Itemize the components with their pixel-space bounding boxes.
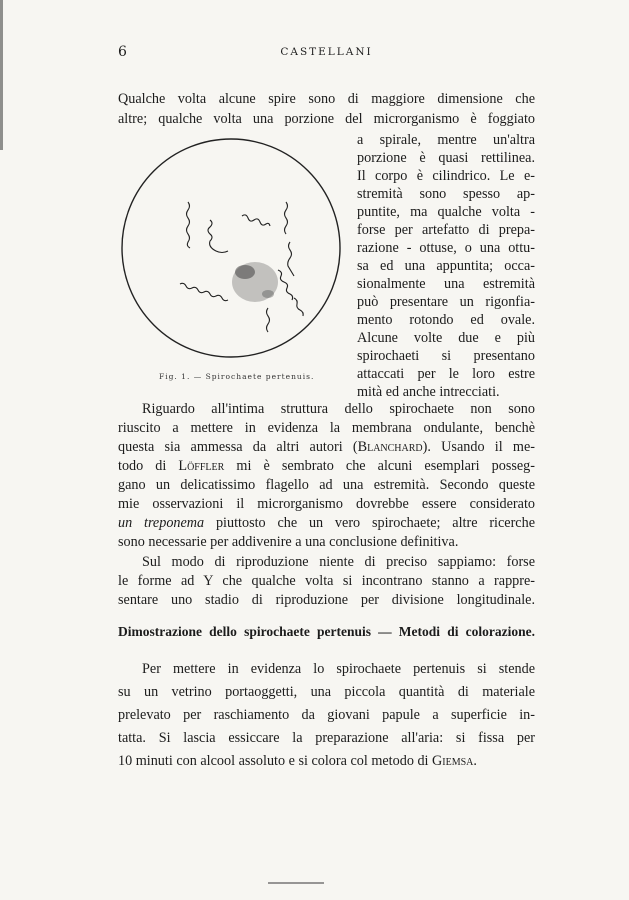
text-line: le forme ad Y che qualche volta si incontrano stanno a rappre-: [118, 573, 535, 589]
author-name: Löffler: [178, 458, 225, 474]
text-span: piuttosto che un vero spirochaete; altre ricerche: [204, 515, 535, 531]
text-line: [118, 752, 535, 770]
page-number: 6: [118, 44, 127, 60]
text-line: mento rotondo ed ovale.: [357, 312, 535, 328]
text-line: sionalmente una estremità: [357, 276, 535, 292]
text-span: .: [473, 753, 477, 769]
text-line: Qualche volta alcune spire sono di maggiore dimensione che: [118, 91, 535, 107]
text-line: attaccati per le loro estre: [357, 366, 535, 382]
text-line: a spirale, mentre un'altra: [357, 132, 535, 148]
text-span: todo di: [118, 458, 179, 474]
spirochaete-micrograph-illustration: [118, 132, 344, 364]
text-line: porzione è quasi rettilinea.: [357, 150, 535, 166]
text-line: Alcune volte due e più: [357, 330, 535, 346]
text-line: mie osservazioni il microrganismo dovrebbe essere considerato: [118, 496, 535, 512]
text-line: razione - ottuse, o una ottu-: [357, 240, 535, 256]
text-line: può presentare un rigonfia-: [357, 294, 535, 310]
text-line: Il corpo è cilindrico. Le e-: [357, 168, 535, 184]
page-header: [118, 44, 535, 62]
section-title: Dimostrazione dello spirochaete pertenuis — Metodi di colorazione.: [118, 624, 535, 639]
author-name: Blanchard: [357, 439, 423, 455]
text-line: forse per artefatto di prepa-: [357, 222, 535, 238]
text-line: Sul modo di riproduzione niente di preciso sappiamo: forse: [142, 554, 535, 570]
text-line: su un vetrino portaoggetti, una piccola quantità di materiale: [118, 684, 535, 700]
text-span: ). Usando il me-: [422, 439, 535, 455]
footer-mark: [268, 882, 324, 884]
text-line: sa ed una appuntita; occa-: [357, 258, 535, 274]
scan-edge-mark: [0, 0, 3, 150]
text-line: spirochaeti si presentano: [357, 348, 535, 364]
text-line: Per mettere in evidenza lo spirochaete pertenuis si stende: [142, 661, 535, 677]
text-line: puntite, ma qualche volta -: [357, 204, 535, 220]
text-line: [118, 514, 535, 532]
text-line: Riguardo all'intima struttura dello spirochaete non sono: [142, 401, 535, 417]
text-line: [118, 457, 535, 475]
text-line: stremità sono spesso ap-: [357, 186, 535, 202]
text-span: mi è sembrato che alcuni esemplari posseg-: [224, 458, 535, 474]
text-line: [118, 438, 535, 456]
figure-caption: Fig. 1. — Spirochaete pertenuis.: [159, 372, 315, 381]
text-line: tatta. Si lascia essiccare la preparazione all'aria: si fissa per: [118, 730, 535, 746]
text-span: 10 minuti con alcool assoluto e si colora col metodo di: [118, 753, 433, 769]
italic-term: un treponema: [118, 515, 205, 531]
author-name: Giemsa: [432, 753, 474, 769]
running-head: CASTELLANI: [280, 46, 373, 58]
text-line: sentare uno stadio di riproduzione per divisione longitudinale.: [118, 592, 535, 608]
text-span: questa sia ammessa da altri autori (: [118, 439, 358, 455]
figure-spirochaete: [118, 132, 344, 364]
text-line: prelevato per raschiamento da giovani papule a superficie in-: [118, 707, 535, 723]
text-line: gano un delicatissimo flagello ad una estremità. Secondo queste: [118, 477, 535, 493]
text-line: altre; qualche volta una porzione del microrganismo è foggiato: [118, 111, 535, 127]
text-line: mità ed anche intrecciati.: [357, 384, 500, 400]
text-line: riuscito a mettere in evidenza la membrana ondulante, benchè: [118, 420, 535, 436]
text-line: sono necessarie per addivenire a una conclusione definitiva.: [118, 534, 459, 550]
